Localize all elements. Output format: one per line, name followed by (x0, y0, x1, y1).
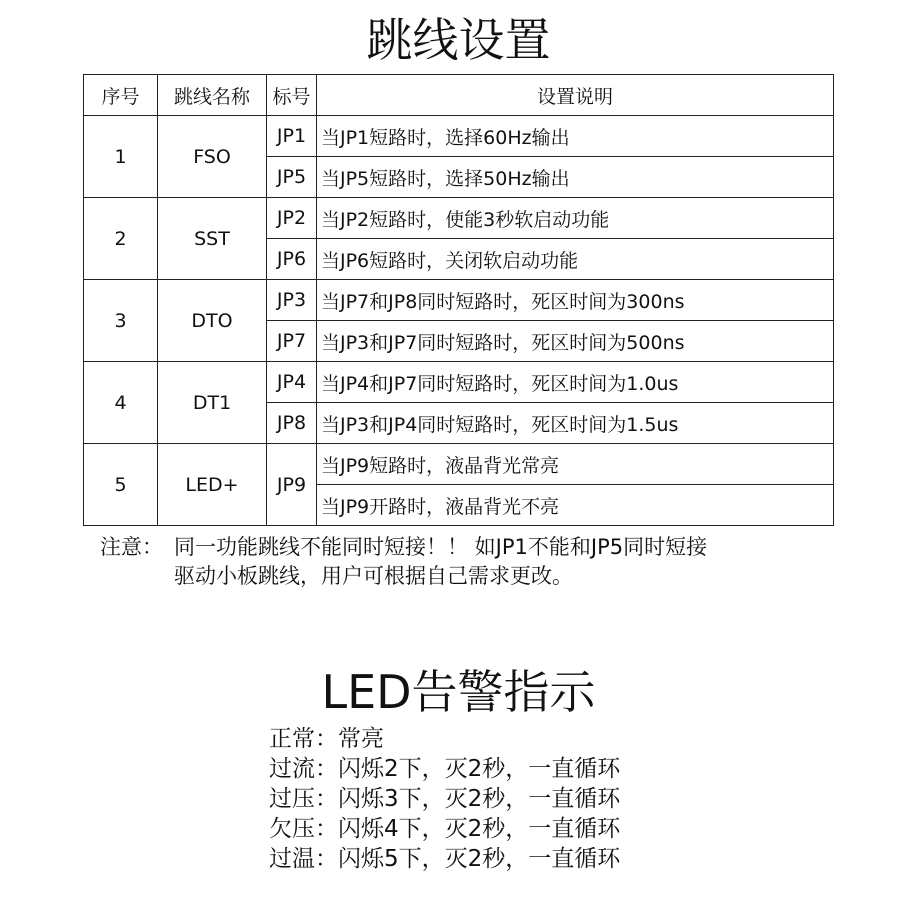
list-item: 过压：闪烁3下，灭2秒，一直循环 (269, 786, 621, 812)
list-item: 过流：闪烁2下，灭2秒，一直循环 (269, 756, 621, 782)
jumper-label: JP9 (267, 444, 317, 526)
group-name: DT1 (158, 362, 267, 444)
table-row (84, 444, 834, 485)
group-index: 1 (84, 116, 158, 198)
group-index: 4 (84, 362, 158, 444)
jumper-label: JP2 (267, 198, 317, 239)
table-row (84, 280, 834, 321)
header-desc: 设置说明 (317, 75, 834, 116)
note-label: 注意： (100, 535, 163, 559)
header-name: 跳线名称 (158, 75, 267, 116)
group-index: 3 (84, 280, 158, 362)
table-row (84, 116, 834, 157)
jumper-label: JP8 (267, 403, 317, 444)
group-name: DTO (158, 280, 267, 362)
group-index: 2 (84, 198, 158, 280)
jumper-desc: 当JP5短路时，选择50Hz输出 (317, 157, 834, 198)
jumper-label: JP4 (267, 362, 317, 403)
table-row (84, 362, 834, 403)
header-index: 序号 (84, 75, 158, 116)
table-row (84, 198, 834, 239)
note-line-2: 驱动小板跳线，用户可根据自己需求更改。 (174, 564, 573, 588)
jumper-desc: 当JP9短路时，液晶背光常亮 (317, 444, 834, 485)
jumper-label: JP1 (267, 116, 317, 157)
jumper-label: JP6 (267, 239, 317, 280)
jumper-desc: 当JP1短路时，选择60Hz输出 (317, 116, 834, 157)
table-header-row (84, 75, 834, 116)
led-title: LED告警指示 (321, 665, 596, 719)
jumper-desc: 当JP3和JP7同时短路时，死区时间为500ns (317, 321, 834, 362)
jumper-desc: 当JP7和JP8同时短路时，死区时间为300ns (317, 280, 834, 321)
jumper-label: JP3 (267, 280, 317, 321)
jumper-desc: 当JP4和JP7同时短路时，死区时间为1.0us (317, 362, 834, 403)
note-block (100, 533, 707, 591)
jumper-desc: 当JP6短路时，关闭软启动功能 (317, 239, 834, 280)
jumper-label: JP7 (267, 321, 317, 362)
list-item: 欠压：闪烁4下，灭2秒，一直循环 (269, 816, 621, 842)
header-label: 标号 (267, 75, 317, 116)
page-title: 跳线设置 (366, 13, 551, 67)
group-index: 5 (84, 444, 158, 526)
jumper-label: JP5 (267, 157, 317, 198)
list-item: 过温：闪烁5下，灭2秒，一直循环 (269, 846, 621, 872)
group-name: SST (158, 198, 267, 280)
jumper-table (83, 74, 834, 526)
jumper-desc: 当JP9开路时，液晶背光不亮 (317, 485, 834, 526)
list-item: 正常：常亮 (269, 726, 384, 752)
note-line-1: 同一功能跳线不能同时短接！！ 如JP1不能和JP5同时短接 (174, 535, 708, 559)
group-name: FSO (158, 116, 267, 198)
jumper-desc: 当JP2短路时，使能3秒软启动功能 (317, 198, 834, 239)
led-status-list (269, 724, 620, 874)
jumper-desc: 当JP3和JP4同时短路时，死区时间为1.5us (317, 403, 834, 444)
group-name: LED+ (158, 444, 267, 526)
